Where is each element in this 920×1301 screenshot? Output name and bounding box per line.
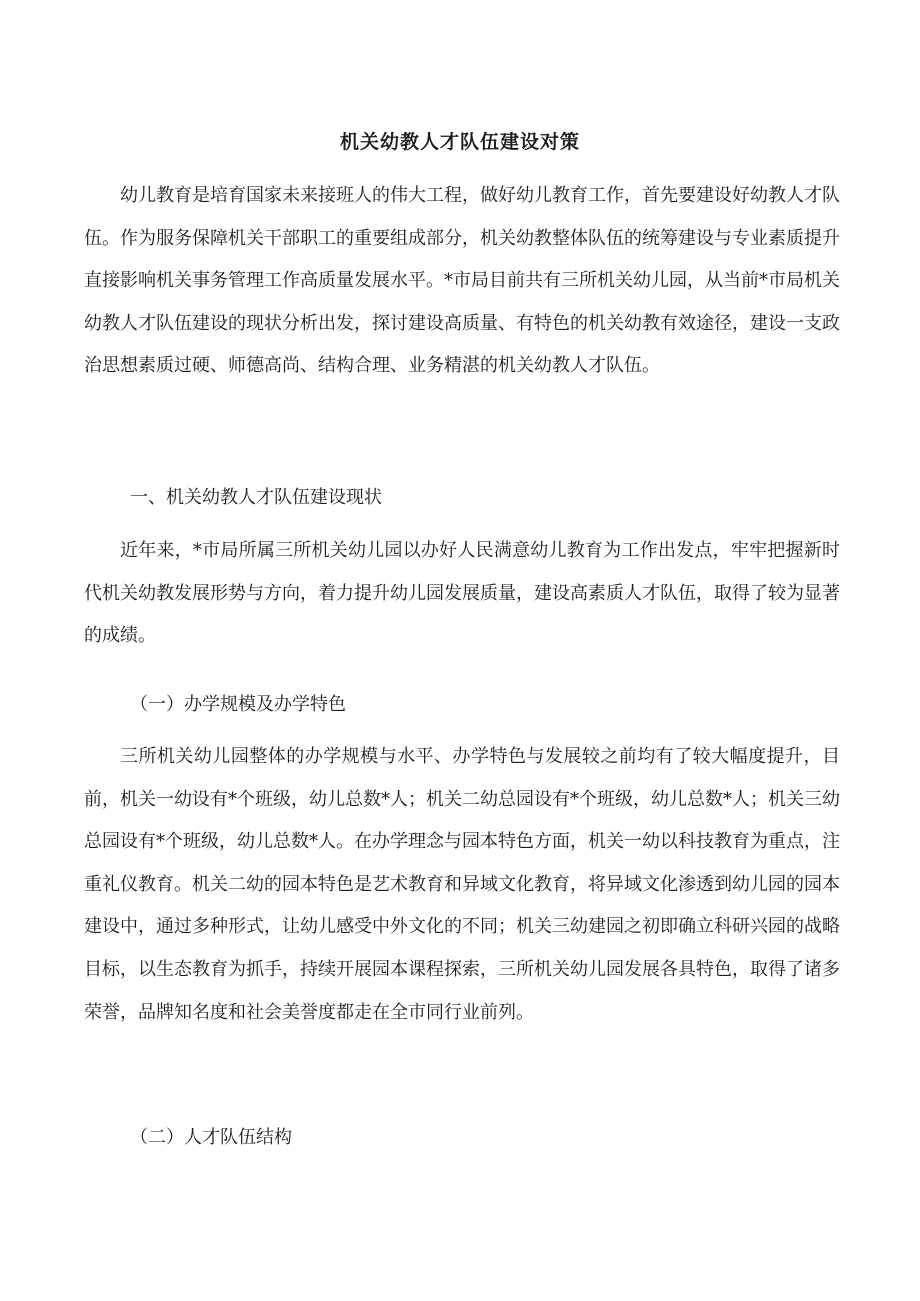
document-title: 机关幼教人才队伍建设对策 (339, 131, 580, 153)
subsection-heading-structure: （二）人才队伍结构 (130, 1127, 292, 1148)
paragraph-intro: 幼儿教育是培育国家未来接班人的伟大工程，做好幼儿教育工作，首先要建设好幼教人才队伍。作为服务保障机关干部职工的重要组成部分，机关幼教整体队伍的统筹建设与专业素质提升直接影响机关事务管理工作高质量发展水平。*市局目前共有三所机关幼儿园，从当前*市局机关幼教人才队伍建设的现状分析出发，探讨建设高质量、有特色的机关幼教有效途径，建设一支政治思想素质过硬、师德高尚、结构合理、业务精湛的机关幼教人才队伍。 (84, 185, 840, 377)
section-heading-status: 一、机关幼教人才队伍建设现状 (130, 487, 382, 508)
paragraph-recent-years: 近年来，*市局所属三所机关幼儿园以办好人民满意幼儿教育为工作出发点，牢牢把握新时代机关幼教发展形势与方向，着力提升幼儿园发展质量，建设高素质人才队伍，取得了较为显著的成绩。 (84, 540, 840, 647)
subsection-heading-scale: （一）办学规模及办学特色 (130, 694, 346, 715)
paragraph-scale-features: 三所机关幼儿园整体的办学规模与水平、办学特色与发展较之前均有了较大幅度提升，目前，机关一幼设有*个班级，幼儿总数*人；机关二幼总园设有*个班级，幼儿总数*人；机关三幼总园设有*个班级，幼儿总数*人。在办学理念与园本特色方面，机关一幼以科技教育为重点，注重礼仪教育。机关二幼的园本特色是艺术教育和异域文化教育，将异域文化渗透到幼儿园的园本建设中，通过多种形式，让幼儿感受中外文化的不同；机关三幼建园之初即确立科研兴园的战略目标，以生态教育为抓手，持续开展园本课程探索，三所机关幼儿园发展各具特色，取得了诸多荣誉，品牌知名度和社会美誉度都走在全市同行业前列。 (84, 746, 840, 1023)
